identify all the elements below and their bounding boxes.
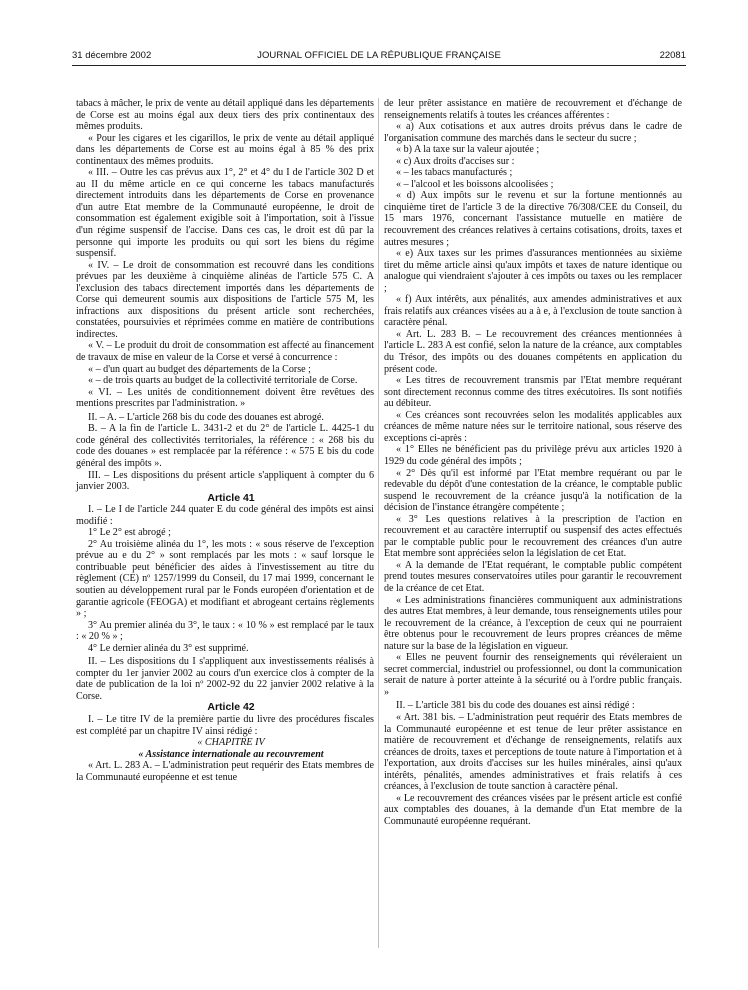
paragraph: « Art. L. 283 B. – Le recouvrement des créances mentionnées à l'article L. 283 A est confié, selon la nature de la créance, aux comptables du Trésor, des impôts ou des douanes compétents en application du présent code. [384,328,682,375]
paragraph: « – les tabacs manufacturés ; [396,167,513,179]
paragraph: « 2° Dès qu'il est informé par l'Etat membre requérant ou par le redevable du dépôt d'une contestation de la créance, le comptable public suspend le recouvrement de la créance jusqu'à la notification de la décision de l'instance étrangère compétente ; [384,467,682,514]
paragraph: « d) Aux impôts sur le revenu et sur la fortune mentionnés au cinquième tiret de l'article 3 de la directive 76/308/CEE du Conseil, du 15 mars 1976, concernant l'assistance mutuelle en matière de recouvrement des créances relatives à certains cotisations, droits, taxes et autres mesures ; [384,190,682,248]
paragraph: « f) Aux intérêts, aux pénalités, aux amendes administratives et aux frais relatifs aux créances visées au a à e, à l'exclusion de toute sanction à caractère pénal. [384,294,682,329]
paragraph: « Ces créances sont recouvrées selon les modalités applicables aux créances de même nature nées sur le territoire national, sous réserve des exceptions ci-après : [384,409,682,444]
paragraph: « b) A la taxe sur la valeur ajoutée ; [396,144,540,156]
paragraph: II. – Les dispositions du I s'appliquent aux investissements réalisés à compter du 1er janvier 2002 au cours d'un exercice clos à compter de la date de publication de la loi nº 2002-92 du 22 janvier 2002 relative à la Corse. [76,656,374,702]
chapter-heading: « CHAPITRE IV [197,737,265,749]
paragraph: « – l'alcool et les boissons alcoolisées ; [396,178,554,190]
paragraph: de leur prêter assistance en matière de recouvrement et d'échange de renseignements relatifs à toutes les créances afférentes : [384,98,682,121]
article-heading: Article 42 [207,701,255,714]
paragraph: B. – A la fin de l'article L. 3431-2 et du 2° de l'article L. 4425-1 du code général des collectivités territoriales, la référence : « 268 bis du code des douanes » est remplacée par la référence : « 575 E bis du code général des impôts ». [76,423,374,469]
paragraph: « III. – Outre les cas prévus aux 1°, 2° et 4° du I de l'article 302 D et au II du même article en ce qui concerne les tabacs manufacturés directement introduits dans les départements de Corse en provenance d'un autre Etat membre de la Communauté européenne, le droit de consommation est également exigible soit à l'importation, soit à l'issue d'un régime suspensif de l'accise. Dans ces cas, le droit est dû par la personne qui importe les produits ou qui sort les biens du régime suspensif. [76,167,374,260]
header-rule [72,65,686,66]
paragraph: « Pour les cigares et les cigarillos, le prix de vente au détail appliqué dans les départements de Corse est au moins égal à 85 % des prix continentaux des mêmes produits. [76,132,374,167]
paragraph: « a) Aux cotisations et aux autres droits prévus dans le cadre de l'organisation commune des marchés dans le secteur du sucre ; [384,121,682,144]
paragraph: « Art. L. 283 A. – L'administration peut requérir des Etats membres de la Communauté européenne et est tenue [76,760,374,783]
right-column [384,98,682,827]
paragraph: 1° Le 2° est abrogé ; [88,527,171,539]
paragraph: I. – Le I de l'article 244 quater E du code général des impôts est ainsi modifié : [76,504,374,527]
paragraph: « Le recouvrement des créances visées par le présent article est confié aux comptables des douanes, à la demande d'un Etat membre de la Communauté européenne requérant. [384,792,682,827]
paragraph: « V. – Le produit du droit de consommation est affecté au financement de travaux de mise en valeur de la Corse et versé à concurrence : [76,340,374,364]
page-header [72,50,686,64]
paragraph: II. – A. – L'article 268 bis du code des douanes est abrogé. [88,411,324,423]
paragraph: « Art. 381 bis. – L'administration peut requérir des Etats membres de la Communauté européenne et est tenue de leur prêter assistance en matière de recouvrement et d'échange de renseignements, relatifs aux créances de droits, taxes et perceptions de toute nature à l'importation et à l'exportation, aux droits d'accises sur les huiles minérales, ainsi qu'aux intérêts, pénalités, amendes administratives et frais relatifs à ces créances, à l'exclusion de toute sanction à caractère pénal. [384,711,682,793]
column-divider [378,98,379,948]
left-column [76,98,374,783]
paragraph: II. – L'article 381 bis du code des douanes est ainsi rédigé : [396,700,635,712]
journal-title: JOURNAL OFFICIEL DE LA RÉPUBLIQUE FRANÇAISE [257,50,501,61]
paragraph: 4° Le dernier alinéa du 3° est supprimé. [88,642,249,654]
page-number: 22081 [659,50,686,61]
paragraph: 3° Au premier alinéa du 3°, le taux : « 10 % » est remplacé par le taux : « 20 % » ; [76,619,374,643]
section-heading: « Assistance internationale au recouvrement [138,748,324,760]
paragraph: « Les titres de recouvrement transmis par l'Etat membre requérant sont directement reconnus comme des titres exécutoires. Ils sont notifiés au débiteur. [384,375,682,410]
paragraph: « 3° Les questions relatives à la prescription de l'action en recouvrement et au caractère interruptif ou suspensif des actes effectués par le comptable public pour le recouvrement des créances d'un autre Etat membre sont appréciées selon la législation de cet Etat. [384,513,682,560]
paragraph: « IV. – Le droit de consommation est recouvré dans les conditions prévues par les deuxième à cinquième alinéas de l'article 575 C. A l'exclusion des tabacs directement importés dans les départements de Corse qui demeurent soumis aux dispositions de l'article 575 M, les infractions aux dispositions du présent article sont recherchées, constatées, poursuivies et réprimées comme en matière de contributions indirectes. [76,259,374,340]
paragraph: III. – Les dispositions du présent article s'appliquent à compter du 6 janvier 2003. [76,469,374,493]
paragraph: « e) Aux taxes sur les primes d'assurances mentionnées au sixième tiret du même article ainsi qu'aux impôts et taxes de nature identique ou analogue qui viendraient s'ajouter à ces impôts ou taxes ou les remplacer ; [384,248,682,294]
paragraph: « A la demande de l'Etat requérant, le comptable public compétent prend toutes mesures conservatoires utiles pour garantir le recouvrement de la créance de cet Etat. [384,559,682,594]
paragraph: « – d'un quart au budget des départements de la Corse ; [88,363,311,375]
article-heading: Article 41 [207,491,255,504]
paragraph: « c) Aux droits d'accises sur : [396,155,515,167]
paragraph: 2° Au troisième alinéa du 1°, les mots : « sous réserve de l'exception prévue au e du 2° » sont remplacés par les mots : « sauf lorsque le contribuable peut bénéficier des aides à l'investissement au titre du règlement (CE) nº 1257/1999 du Conseil, du 17 mai 1999, concernant le soutien au développement rural par le Fonds européen d'orientation et de garantie agricole (FEOGA) et modifiant et abrogeant certains règlements » ; [76,538,374,620]
paragraph: « Les administrations financières communiquent aux administrations des autres Etat membres, à leur demande, tous renseignements utiles pour le recouvrement de la créance, à l'exception de ceux qui ne pourraient être obtenus pour le recouvrement de leurs propres créances de même nature sur la base de la législation en vigueur. [384,594,682,652]
paragraph: I. – Le titre IV de la première partie du livre des procédures fiscales est complété par un chapitre IV ainsi rédigé : [76,713,374,737]
header-date: 31 décembre 2002 [72,50,152,61]
paragraph: « – de trois quarts au budget de la collectivité territoriale de Corse. [88,375,358,387]
paragraph: tabacs à mâcher, le prix de vente au détail appliqué dans les départements de Corse est au moins égal aux deux tiers des prix continentaux des mêmes produits. [76,98,374,133]
paragraph: « Elles ne peuvent fournir des renseignements qui révéleraient un secret commercial, industriel ou professionnel, ou dont la communication serait de nature à porter atteinte à la sécurité ou à l'ordre public français. » [384,652,682,698]
paragraph: « 1° Elles ne bénéficient pas du privilège prévu aux articles 1920 à 1929 du code général des impôts ; [384,444,682,467]
paragraph: « VI. – Les unités de conditionnement doivent être revêtues des mentions prescrites par l'administration. » [76,386,374,410]
